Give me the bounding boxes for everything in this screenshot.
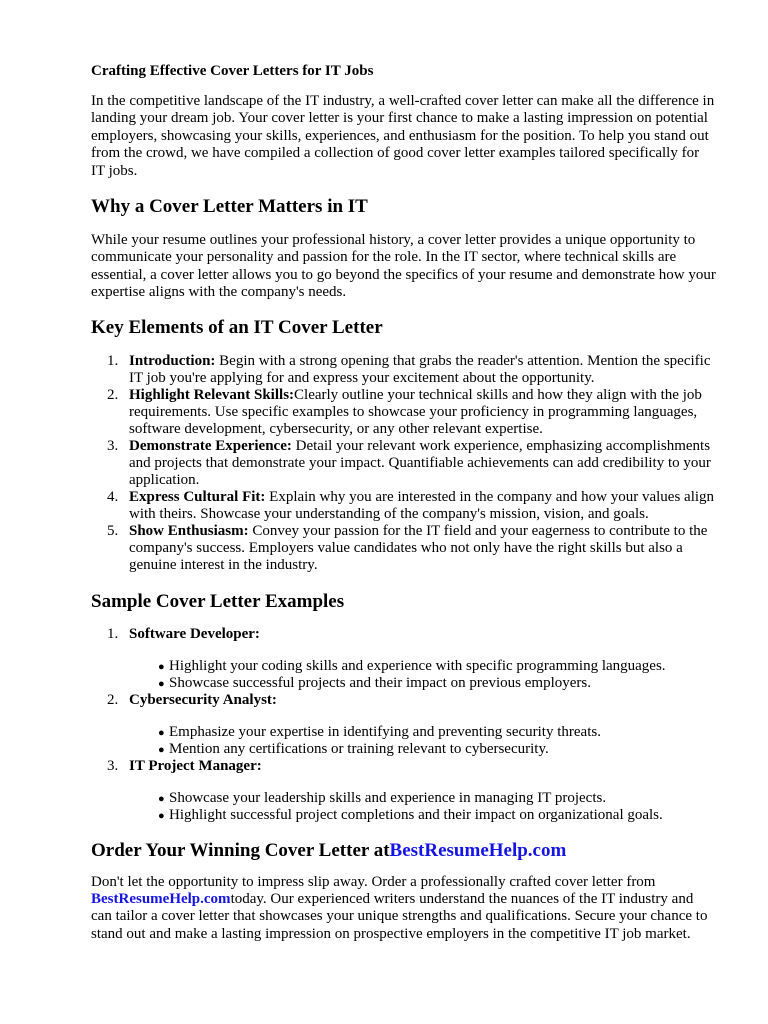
order-text-before: Don't let the opportunity to impress slip away. Order a professionally crafted cover letter from [91,873,656,890]
order-paragraph [91,874,716,944]
list-number: 5. [107,522,119,539]
bullet-item [129,790,716,807]
bullet-text: Showcase your leadership skills and experience in managing IT projects. [169,789,607,806]
key-element-label: Express Cultural Fit: [129,488,266,505]
bullet-item [129,741,716,758]
bullet-icon: ● [158,792,165,805]
document-title: Crafting Effective Cover Letters for IT Jobs [91,63,374,79]
key-element-item [91,523,716,574]
key-elements-heading: Key Elements of an IT Cover Letter [91,316,383,338]
key-element-label: Introduction: [129,352,216,369]
intro-paragraph: In the competitive landscape of the IT industry, a well-crafted cover letter can make all the difference in landing your dream job. Your cover letter is your first chance to make a lasting impression on potential employers, showcasing your skills, experiences, and enthusiasm for the position. To help you stand out from the crowd, we have compiled a collection of good cover letter examples tailored specifically for IT jobs. [91,93,715,179]
bullet-icon: ● [158,660,165,673]
order-heading-link[interactable]: BestResumeHelp.com [389,839,567,861]
bullet-text: Showcase successful projects and their impact on previous employers. [169,674,591,691]
sample-bullets [129,658,716,692]
sample-title: Software Developer: [129,625,260,642]
order-body-link[interactable]: BestResumeHelp.com [91,891,231,908]
bullet-item [129,658,716,675]
sample-title: IT Project Manager: [129,757,262,774]
list-number: 3. [107,757,119,774]
bullet-icon: ● [158,809,165,822]
bullet-icon: ● [158,677,165,690]
list-number: 1. [107,625,119,642]
key-element-text: Convey your passion for the IT field and your eagerness to contribute to the company's success. Employers value candidates who not only have the right skills but also a genuine interest in the industry. [129,522,708,573]
key-element-label: Show Enthusiasm: [129,522,249,539]
order-heading [91,840,716,862]
bullet-item [129,675,716,692]
sample-item [91,626,716,692]
key-element-item [91,438,716,489]
key-element-item [91,387,716,438]
bullet-item [129,724,716,741]
list-number: 2. [107,386,119,403]
key-element-label: Highlight Relevant Skills: [129,386,295,403]
key-element-item [91,489,716,523]
list-number: 2. [107,691,119,708]
bullet-icon: ● [158,726,165,739]
samples-heading: Sample Cover Letter Examples [91,590,345,612]
bullet-icon: ● [158,743,165,756]
sample-bullets [129,790,716,824]
key-element-text: Detail your relevant work experience, emphasizing accomplishments and projects that demonstrate your impact. Quantifiable achievements can add credibility to your application. [129,437,711,488]
list-number: 3. [107,437,119,454]
order-text-after: today. Our experienced writers understand the nuances of the IT industry and can tailor a cover letter that showcases your unique strengths and qualifications. Secure your chance to stand out and make a lasting impression on prospective employers in the competitive IT job market. [91,891,708,942]
sample-item [91,692,716,758]
key-element-item [91,353,716,387]
samples-list [91,626,716,824]
why-heading: Why a Cover Letter Matters in IT [91,196,368,218]
key-element-text: Explain why you are interested in the company and how your values align with theirs. Showcase your understanding of the company's mission, vision, and goals. [129,488,715,522]
order-heading-text: Order Your Winning Cover Letter at [91,839,390,861]
bullet-text: Highlight your coding skills and experience with specific programming languages. [169,657,666,674]
list-number: 1. [107,352,119,369]
sample-bullets [129,724,716,758]
sample-title: Cybersecurity Analyst: [129,691,277,708]
why-paragraph: While your resume outlines your professional history, a cover letter provides a unique opportunity to communicate your personality and passion for the role. In the IT sector, where technical skills are essential, a cover letter allows you to go beyond the specifics of your resume and demonstrate how your expertise aligns with the company's needs. [91,232,716,301]
key-elements-list [91,353,716,574]
key-element-text: Begin with a strong opening that grabs the reader's attention. Mention the specific IT job you're applying for and express your excitement about the opportunity. [129,352,711,386]
key-element-text: Clearly outline your technical skills and how they align with the job requirements. Use specific examples to showcase your proficiency in programming languages, software development, cybersecurity, or any other relevant expertise. [129,386,702,437]
key-element-label: Demonstrate Experience: [129,437,292,454]
bullet-text: Highlight successful project completions and their impact on organizational goals. [169,806,663,823]
bullet-text: Mention any certifications or training relevant to cybersecurity. [169,740,549,757]
bullet-text: Emphasize your expertise in identifying and preventing security threats. [169,723,601,740]
bullet-item [129,807,716,824]
sample-item [91,758,716,824]
list-number: 4. [107,488,119,505]
